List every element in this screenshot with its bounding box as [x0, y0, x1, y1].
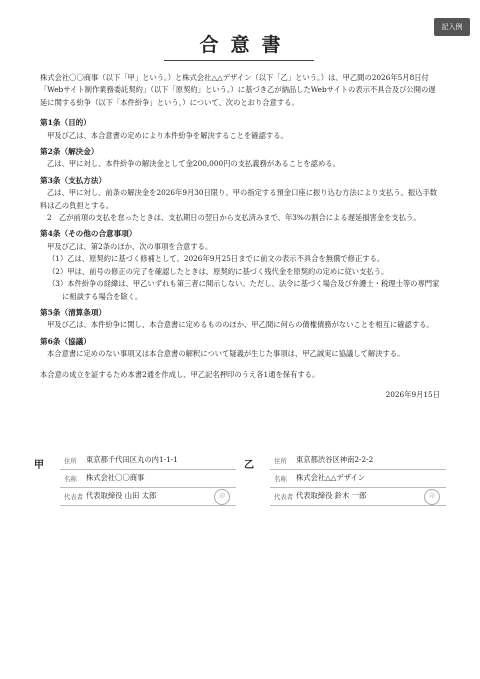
article-item: （1）乙は、原契約に基づく修補として、2026年9月25日までに前文の表示不具合を無償で修正する。: [48, 254, 385, 264]
party-b-rep-row: [270, 488, 446, 506]
address-label: 住所: [64, 457, 77, 465]
article-5: [40, 307, 440, 332]
party-b-representative: 代表取締役 鈴木 一郎: [296, 491, 367, 500]
article-paragraph: 甲及び乙は、本合意書の定めにより本件紛争を解決することを確認する。: [47, 130, 288, 140]
article-paragraph: 2 乙が前項の支払を怠ったときは、支払期日の翌日から支払済みまで、年3%の割合による遅延損害金を支払う。: [47, 213, 421, 223]
article-paragraph: 本合意書に定めのない事項又は本合意書の解釈について疑義が生じた事項は、甲乙誠実に協議して解決する。: [47, 349, 405, 359]
document-title: 合意書: [199, 34, 293, 56]
article-1: [40, 117, 440, 142]
name-label: 名称: [64, 475, 77, 483]
party-b-fields: [270, 452, 446, 506]
article-heading: 第3条（支払方法）: [40, 175, 107, 185]
party-a-representative: 代表取締役 山田 太郎: [86, 491, 157, 500]
closing-statement: 本合意の成立を証するため本書2通を作成し、甲乙記名押印のうえ各1通を保有する。: [40, 369, 320, 379]
article-item: （2）甲は、前号の修正の完了を確認したときは、原契約に基づく残代金を原契約の定めに従い支払う。: [48, 266, 389, 276]
sample-badge: 記入例: [434, 18, 470, 36]
article-2: [40, 146, 440, 171]
representative-label: 代表者: [274, 493, 294, 501]
party-a-fields: [60, 452, 236, 506]
article-heading: 第2条（解決金）: [40, 147, 99, 157]
article-heading: 第6条（協議）: [40, 336, 91, 346]
party-a-seal: 印: [214, 489, 230, 505]
party-b-name: 株式会社△△デザイン: [296, 473, 366, 482]
article-paragraph: 甲及び乙は、第2条のほか、次の事項を合意する。: [47, 241, 213, 251]
preamble: 株式会社〇〇商事（以下「甲」という。）と株式会社△△デザイン（以下「乙」という。）は、甲乙間の2026年5月8日付「Webサイト制作業務委託契約」（以下「原契約」という。）に基づき乙が納品したWebサイトの表示不具合及び公開の遅延に関する紛争（以下「本件紛争」という。）について、次のとおり合意する。: [40, 73, 436, 107]
article-heading: 第5条（清算条項）: [40, 307, 107, 317]
article-3: [40, 175, 440, 225]
article-paragraph: 乙は、甲に対し、本件紛争の解決金として金200,000円の支払義務があることを認める。: [47, 159, 340, 169]
party-a-label: 甲: [34, 460, 44, 471]
article-4: [40, 228, 440, 302]
party-a-name: 株式会社〇〇商事: [86, 473, 145, 482]
representative-label: 代表者: [64, 493, 84, 501]
document-body: [40, 72, 440, 401]
articles: [40, 117, 440, 360]
article-item: （3）本件紛争の経緯は、甲乙いずれも第三者に開示しない。ただし、法令に基づく場合及び弁護士・税理士等の専門家に相談する場合を除く。: [48, 279, 440, 301]
address-label: 住所: [274, 457, 287, 465]
party-b-name-row: [270, 470, 446, 488]
title-underline: [164, 60, 314, 61]
article-paragraph: 乙は、甲に対し、前条の解決金を2026年9月30日限り、甲の指定する預金口座に振り込む方法により支払う。振込手数料は乙の負担とする。: [40, 188, 438, 210]
party-b-address-row: [270, 452, 446, 470]
article-heading: 第1条（目的）: [40, 118, 91, 128]
party-a-address-row: [60, 452, 236, 470]
party-a-name-row: [60, 470, 236, 488]
party-b-address: 東京都渋谷区神南2-2-2: [296, 455, 374, 464]
party-b-label: 乙: [244, 460, 254, 471]
article-heading: 第4条（その他の合意事項）: [40, 229, 137, 239]
agreement-date: 2026年9月15日: [385, 389, 440, 399]
article-paragraph: 甲及び乙は、本件紛争に関し、本合意書に定めるもののほか、甲乙間に何らの債権債務がないことを相互に確認する。: [47, 320, 434, 330]
party-a-address: 東京都千代田区丸の内1-1-1: [86, 455, 178, 464]
article-6: [40, 336, 440, 361]
name-label: 名称: [274, 475, 287, 483]
party-a-rep-row: [60, 488, 236, 506]
party-b-seal: 印: [424, 489, 440, 505]
